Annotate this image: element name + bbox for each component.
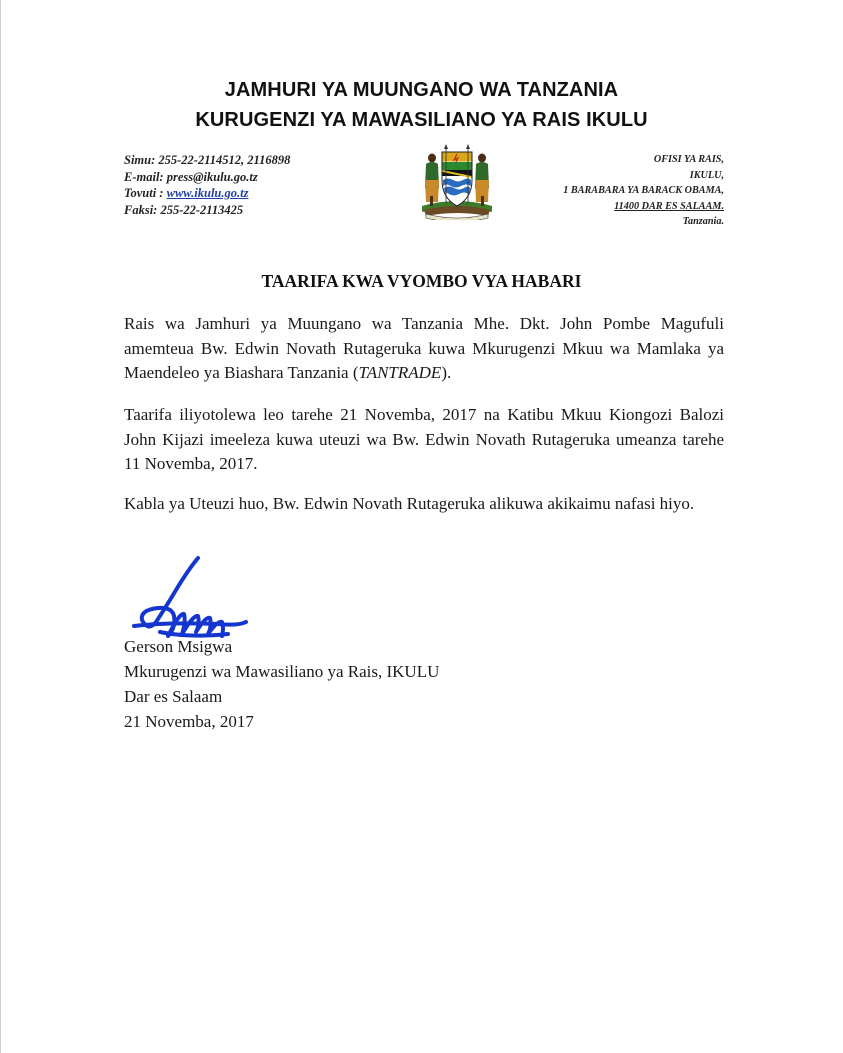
address-line-5: Tanzania.	[682, 216, 724, 227]
paragraph-3: Kabla ya Uteuzi huo, Bw. Edwin Novath Rutageruka alikuwa akikaimu nafasi hiyo.	[124, 494, 695, 513]
paragraph-2: Taarifa iliyotolewa leo tarehe 21 Novemba, 2017 na Katibu Mkuu Kiongozi Balozi John Kijazi imeeleza kuwa uteuzi wa Bw. Edwin Novath Rutageruka umeanza tarehe 11 Novemba, 2017.	[124, 405, 724, 473]
header-line-1: JAMHURI YA MUUNGANO WA TANZANIA	[224, 79, 619, 101]
email-line: E-mail: press@ikulu.go.tz	[124, 169, 258, 184]
signatory-role: Mkurugenzi wa Mawasiliano ya Rais, IKULU	[124, 662, 440, 681]
paragraph-1	[124, 312, 724, 386]
tanzania-coat-of-arms-icon	[412, 140, 502, 220]
address-block	[520, 152, 724, 230]
paragraph-1-end: ).	[441, 363, 452, 382]
agency-acronym: TANTRADE	[358, 363, 442, 382]
document-title: TAARIFA KWA VYOMBO VYA HABARI	[261, 271, 582, 291]
address-line-1: OFISI YA RAIS,	[653, 154, 724, 165]
address-line-3: 1 BARABARA YA BARACK OBAMA,	[563, 185, 724, 196]
page-left-edge	[0, 0, 1, 1053]
website-link[interactable]: www.ikulu.go.tz	[166, 186, 249, 200]
website-label: Tovuti :	[124, 186, 167, 200]
address-line-2: IKULU,	[689, 169, 724, 181]
address-line-4: 11400 DAR ES SALAAM.	[614, 200, 724, 212]
phone-line: Simu: 255-22-2114512, 2116898	[124, 153, 291, 167]
paragraph-1-text: Rais wa Jamhuri ya Muungano wa Tanzania Mhe. Dkt. John Pombe Magufuli amemteua Bw. Edwin Novath Rutageruka kuwa Mkurugenzi Mkuu wa Mamlaka ya Maendeleo ya Biashara Tanzania (	[124, 314, 724, 382]
fax-line: Faksi: 255-22-2113425	[124, 202, 244, 217]
signatory-name: Gerson Msigwa	[124, 637, 233, 656]
closing-place: Dar es Salaam	[124, 687, 223, 706]
closing-date: 21 Novemba, 2017	[124, 712, 254, 731]
contact-block	[124, 152, 364, 218]
website-line	[124, 185, 364, 202]
header-line-2: KURUGENZI YA MAWASILIANO YA RAIS IKULU	[195, 109, 648, 131]
